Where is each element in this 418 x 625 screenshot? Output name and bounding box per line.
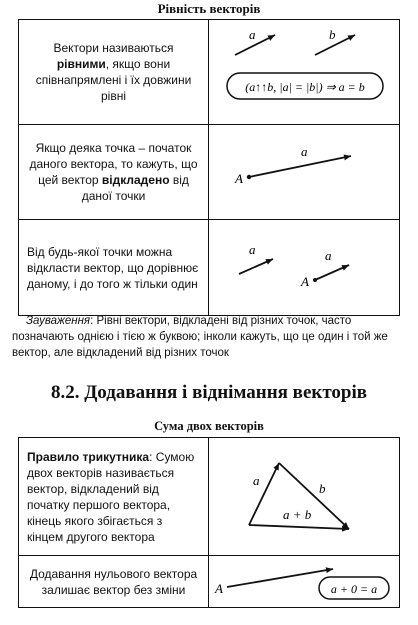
term: рівними <box>56 57 106 71</box>
section2-heading: 8.2. Додавання і віднімання векторів <box>50 382 368 403</box>
laid-off-figure <box>209 125 400 220</box>
section2-subtitle: Сума двох векторів <box>154 419 264 433</box>
remark-label: Зауваження <box>26 315 91 327</box>
equality-formula: (a↑↑b, |a| = |b|) ⇒ a = b <box>245 79 365 94</box>
equality-table <box>18 19 400 316</box>
section1-title: Рівність векторів <box>157 1 261 16</box>
unique-vector-figure <box>209 220 400 316</box>
label-a: a <box>301 143 308 159</box>
equality-definition <box>19 20 209 125</box>
label-a: a <box>249 26 256 42</box>
text: від даної точки <box>81 173 189 203</box>
label-point: A <box>301 273 309 289</box>
label-a: a <box>325 247 332 263</box>
laid-off-definition <box>19 125 209 220</box>
vector-sum <box>249 525 349 529</box>
table-row <box>19 220 400 316</box>
label-b: b <box>329 26 336 42</box>
label-a: a <box>249 241 256 257</box>
label-b: b <box>319 480 326 496</box>
label-point: A <box>235 170 243 186</box>
text: Якщо деяка точка – початок даного вектора, то кажуть, що цей вектор <box>29 141 198 187</box>
table-row <box>19 20 400 125</box>
table-row <box>19 125 400 220</box>
text: , якщо вони співнапрямлені і їх довжини рівні <box>35 57 192 103</box>
text: : Сумою двох векторів називається вектор, відкладений від початку першого вектора, кінець якого збігається з кінцем другого вектора <box>27 449 195 544</box>
label-sum: a + b <box>283 506 312 522</box>
label-point: A <box>215 580 223 596</box>
point-a <box>313 278 317 282</box>
point-a <box>247 174 251 178</box>
table-row <box>19 556 400 608</box>
term: Правило трикутника <box>27 449 150 464</box>
text: Додавання нульового вектора залишає вектор без зміни <box>29 566 198 597</box>
sum-table <box>18 437 400 608</box>
table-row <box>19 438 400 556</box>
label-a: a <box>253 472 260 488</box>
text: Від будь-якої точки можна відкласти вектор, що дорівнює даному, і до того ж тільки один <box>27 244 199 291</box>
text: Вектори називаються <box>53 41 174 55</box>
term: відкладено <box>101 173 170 187</box>
zero-formula: a + 0 = a <box>330 581 378 596</box>
vector-a <box>239 259 273 274</box>
vector-a <box>227 569 333 587</box>
vector-a-copy <box>315 265 349 280</box>
remark-text: : Рівні вектори, відкладені від різних точок, часто позначають однією і тією ж буквою; інколи кажуть, що це один і той же вектор, але відкладений від різних точок <box>12 315 388 359</box>
vector-a <box>249 156 351 177</box>
triangle-figure <box>209 438 400 556</box>
equality-figure <box>209 20 400 125</box>
triangle-rule <box>19 438 209 556</box>
zero-vector-figure <box>209 556 400 608</box>
remark <box>12 313 408 361</box>
zero-vector-rule <box>19 556 209 608</box>
unique-vector-statement <box>19 220 209 316</box>
